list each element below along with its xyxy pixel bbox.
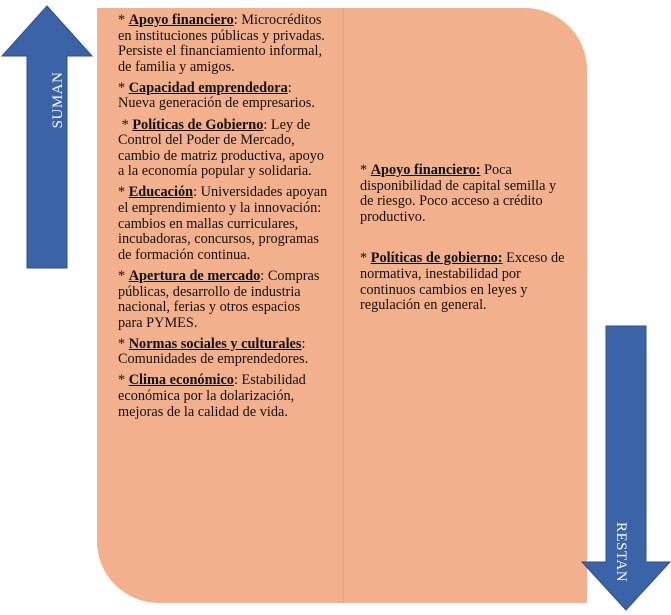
bullet: * [118,12,129,28]
negative-factors-column [360,163,570,319]
factor-title: Apertura de mercado [128,267,261,284]
factor-title: Apoyo financiero [128,12,234,28]
bullet: * [118,184,129,201]
positive-factor-item [118,185,328,263]
bullet: * [360,250,371,267]
down-arrow [580,320,671,615]
positive-factors-column [118,13,328,426]
positive-factor-item [118,118,328,180]
factor-text: : Nueva generación de empresarios. [118,79,315,112]
down-arrow-label: RESTAN [613,521,629,583]
positive-factor-item [118,81,328,112]
factor-title: Apoyo financiero: [370,162,481,178]
bullet: * [118,372,129,389]
factor-title: Capacidad emprendedora [128,79,288,96]
factor-title: Normas sociales y culturales [128,335,302,352]
bullet: * [118,267,129,284]
factor-text: : Compras públicas, desarrollo de industria nacional, ferias y otros espacios para PYMES. [118,267,320,331]
positive-factor-item [118,337,328,368]
bullet: * [118,79,129,96]
factor-title: Educación [128,184,194,201]
negative-factor-item [360,163,570,225]
factor-title: Políticas de gobierno: [370,250,503,267]
factor-text: : Ley de Control del Poder de Mercado, cambio de matriz productiva, apoyo a la economía popular y solidaria. [118,116,325,180]
positive-factor-item [118,269,328,331]
factor-text: : Comunidades de emprendedores. [118,335,309,368]
positive-factor-item [118,373,328,420]
factor-text: Exceso de normativa, inestabilidad por continuos cambios en leyes y regulación en general. [360,250,565,314]
factor-text: : Estabilidad económica por la dolarización, mejoras de la calidad de vida. [118,372,306,420]
negative-factor-item [360,251,570,313]
bullet: * [118,335,129,352]
factor-text: : Universidades apoyan el emprendimiento y la innovación: cambios en mallas curriculares, incubadoras, concursos, programas de formación continua. [118,184,328,263]
up-arrow-shape [2,6,92,268]
up-arrow [0,0,100,270]
column-divider [343,8,344,603]
factor-title: Clima económico [128,372,234,389]
factor-title: Políticas de Gobierno [132,116,264,133]
up-arrow-label: SUMAN [50,71,66,129]
factor-text: : Microcréditos en instituciones públicas y privadas. Persiste el financiamiento informal, de familia y amigos. [118,12,325,75]
bullet: * [360,162,371,178]
factor-text: Poca disponibilidad de capital semilla y de riesgo. Poco acceso a crédito productivo. [360,162,557,225]
positive-factor-item [118,13,328,75]
bullet: * [118,116,133,133]
